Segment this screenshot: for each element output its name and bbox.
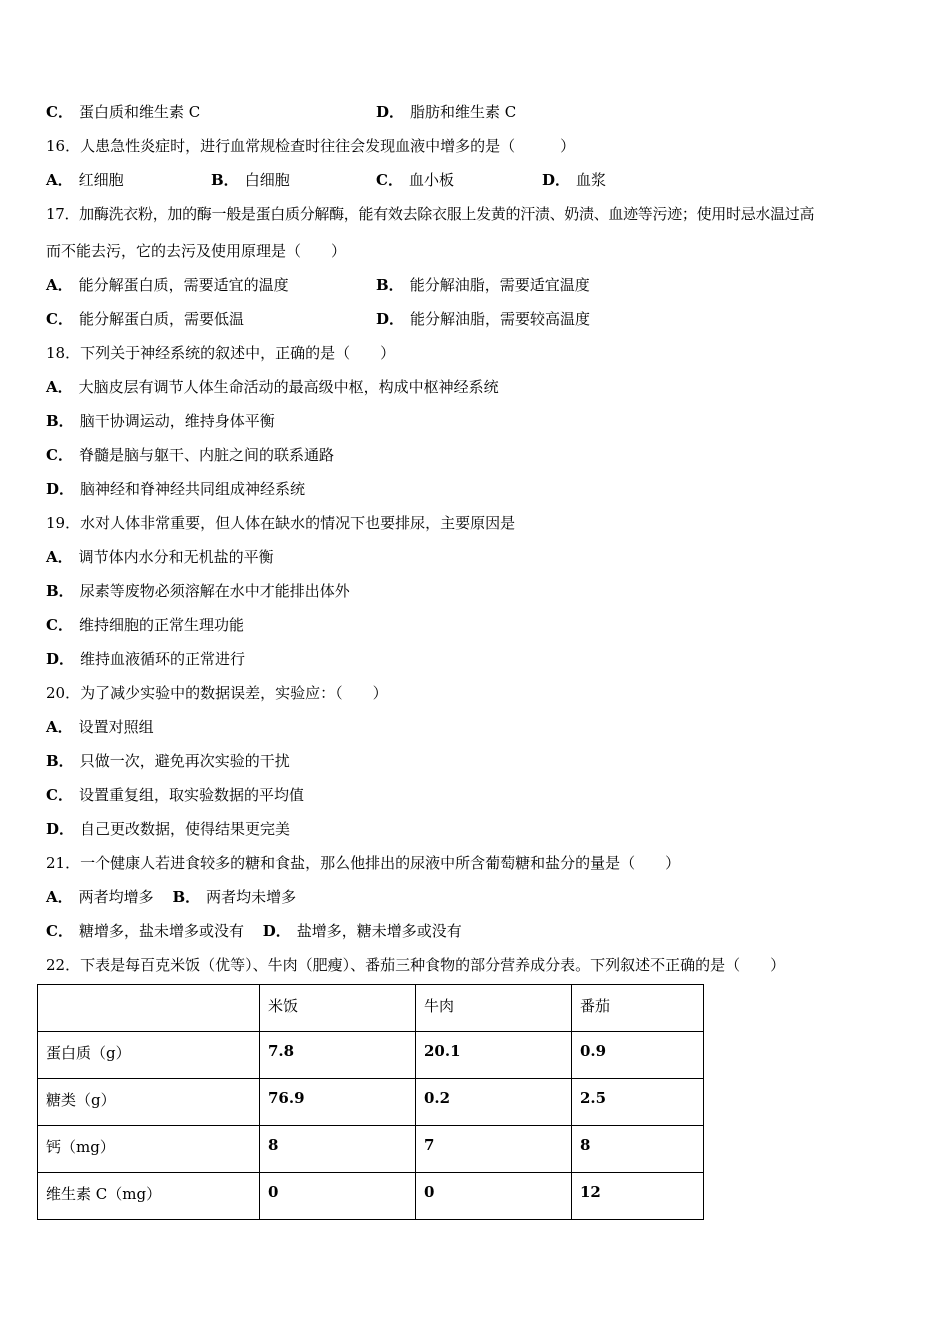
row-label: 维生素 C（mg） bbox=[38, 1173, 260, 1220]
q16-option-c: C． 血小板 bbox=[376, 171, 454, 189]
table-cell: 8 bbox=[572, 1126, 704, 1173]
q18-stem: 18．下列关于神经系统的叙述中，正确的是（ ） bbox=[46, 344, 396, 362]
table-header-cell: 米饭 bbox=[260, 985, 416, 1032]
table-cell: 0 bbox=[416, 1173, 572, 1220]
row-label: 钙（mg） bbox=[38, 1126, 260, 1173]
table-cell: 76.9 bbox=[260, 1079, 416, 1126]
table-header-cell: 番茄 bbox=[572, 985, 704, 1032]
q21-option-c: C． 糖增多，盐未增多或没有 bbox=[46, 922, 244, 940]
q20-option-a: A． 设置对照组 bbox=[46, 718, 154, 736]
q18-option-c: C． 脊髓是脑与躯干、内脏之间的联系通路 bbox=[46, 446, 334, 464]
q19-option-b: B． 尿素等废物必须溶解在水中才能排出体外 bbox=[46, 582, 350, 600]
q17-option-d: D． 能分解油脂，需要较高温度 bbox=[376, 310, 591, 328]
table-cell: 7.8 bbox=[260, 1032, 416, 1079]
q20-option-b: B． 只做一次，避免再次实验的干扰 bbox=[46, 752, 290, 770]
table-cell: 0 bbox=[260, 1173, 416, 1220]
q17-option-c: C． 能分解蛋白质，需要低温 bbox=[46, 310, 244, 328]
q17-option-a: A． 能分解蛋白质，需要适宜的温度 bbox=[46, 276, 289, 294]
table-cell: 20.1 bbox=[416, 1032, 572, 1079]
q17-stem-line1: 17．加酶洗衣粉，加的酶一般是蛋白质分解酶，能有效去除衣服上发黄的汗渍、奶渍、血迹等污迹；使用时忌水温过高 bbox=[46, 205, 815, 223]
q17-stem-line2: 而不能去污，它的去污及使用原理是（ ） bbox=[46, 242, 347, 260]
table-cell: 7 bbox=[416, 1126, 572, 1173]
table-cell: 12 bbox=[572, 1173, 704, 1220]
q18-option-b: B． 脑干协调运动，维持身体平衡 bbox=[46, 412, 275, 430]
table-row bbox=[38, 1173, 704, 1220]
q18-option-d: D． 脑神经和脊神经共同组成神经系统 bbox=[46, 480, 306, 498]
table-row bbox=[38, 1126, 704, 1173]
q20-option-d: D． 自己更改数据，使得结果更完美 bbox=[46, 820, 291, 838]
row-label: 糖类（g） bbox=[38, 1079, 260, 1126]
q17-options-ab bbox=[46, 275, 590, 295]
q19-stem: 19．水对人体非常重要，但人体在缺水的情况下也要排尿，主要原因是 bbox=[46, 514, 516, 532]
q16-stem: 16．人患急性炎症时，进行血常规检查时往往会发现血液中增多的是（ ） bbox=[46, 137, 576, 155]
q15-option-c: C． 蛋白质和维生素 C bbox=[46, 103, 201, 121]
q21-options-cd bbox=[46, 921, 462, 941]
q22-stem: 22．下表是每百克米饭（优等）、牛肉（肥瘦）、番茄三种食物的部分营养成分表。下列叙述不正确的是（ ） bbox=[46, 956, 786, 974]
table-row bbox=[38, 1079, 704, 1126]
q15-options-cd bbox=[46, 102, 517, 122]
q21-option-b: B． 两者均未增多 bbox=[172, 888, 297, 906]
table-header-cell bbox=[38, 985, 260, 1032]
nutrition-table bbox=[37, 984, 704, 1220]
q17-option-b: B． 能分解油脂，需要适宜温度 bbox=[376, 276, 590, 294]
table-row bbox=[38, 1032, 704, 1079]
q19-option-d: D． 维持血液循环的正常进行 bbox=[46, 650, 246, 668]
q20-option-c: C． 设置重复组，取实验数据的平均值 bbox=[46, 786, 304, 804]
q19-option-c: C． 维持细胞的正常生理功能 bbox=[46, 616, 244, 634]
table-cell: 0.2 bbox=[416, 1079, 572, 1126]
q16-option-d: D． 血浆 bbox=[542, 171, 607, 189]
q21-options-ab bbox=[46, 887, 296, 907]
row-label: 蛋白质（g） bbox=[38, 1032, 260, 1079]
q21-stem: 21．一个健康人若进食较多的糖和食盐，那么他排出的尿液中所含葡萄糖和盐分的量是（ ） bbox=[46, 854, 681, 872]
q20-stem: 20．为了减少实验中的数据误差，实验应：（ ） bbox=[46, 684, 388, 702]
table-cell: 2.5 bbox=[572, 1079, 704, 1126]
q21-option-a: A． 两者均增多 bbox=[46, 888, 154, 906]
q19-option-a: A． 调节体内水分和无机盐的平衡 bbox=[46, 548, 274, 566]
q21-option-d: D． 盐增多，糖未增多或没有 bbox=[262, 922, 462, 940]
table-cell: 8 bbox=[260, 1126, 416, 1173]
table-cell: 0.9 bbox=[572, 1032, 704, 1079]
table-header-cell: 牛肉 bbox=[416, 985, 572, 1032]
q15-option-d: D． 脂肪和维生素 C bbox=[376, 103, 517, 121]
q17-options-cd bbox=[46, 309, 591, 329]
q16-option-a: A． 红细胞 bbox=[46, 171, 124, 189]
table-header-row bbox=[38, 985, 704, 1032]
q16-option-b: B． 白细胞 bbox=[211, 171, 290, 189]
q18-option-a: A． 大脑皮层有调节人体生命活动的最高级中枢，构成中枢神经系统 bbox=[46, 378, 499, 396]
